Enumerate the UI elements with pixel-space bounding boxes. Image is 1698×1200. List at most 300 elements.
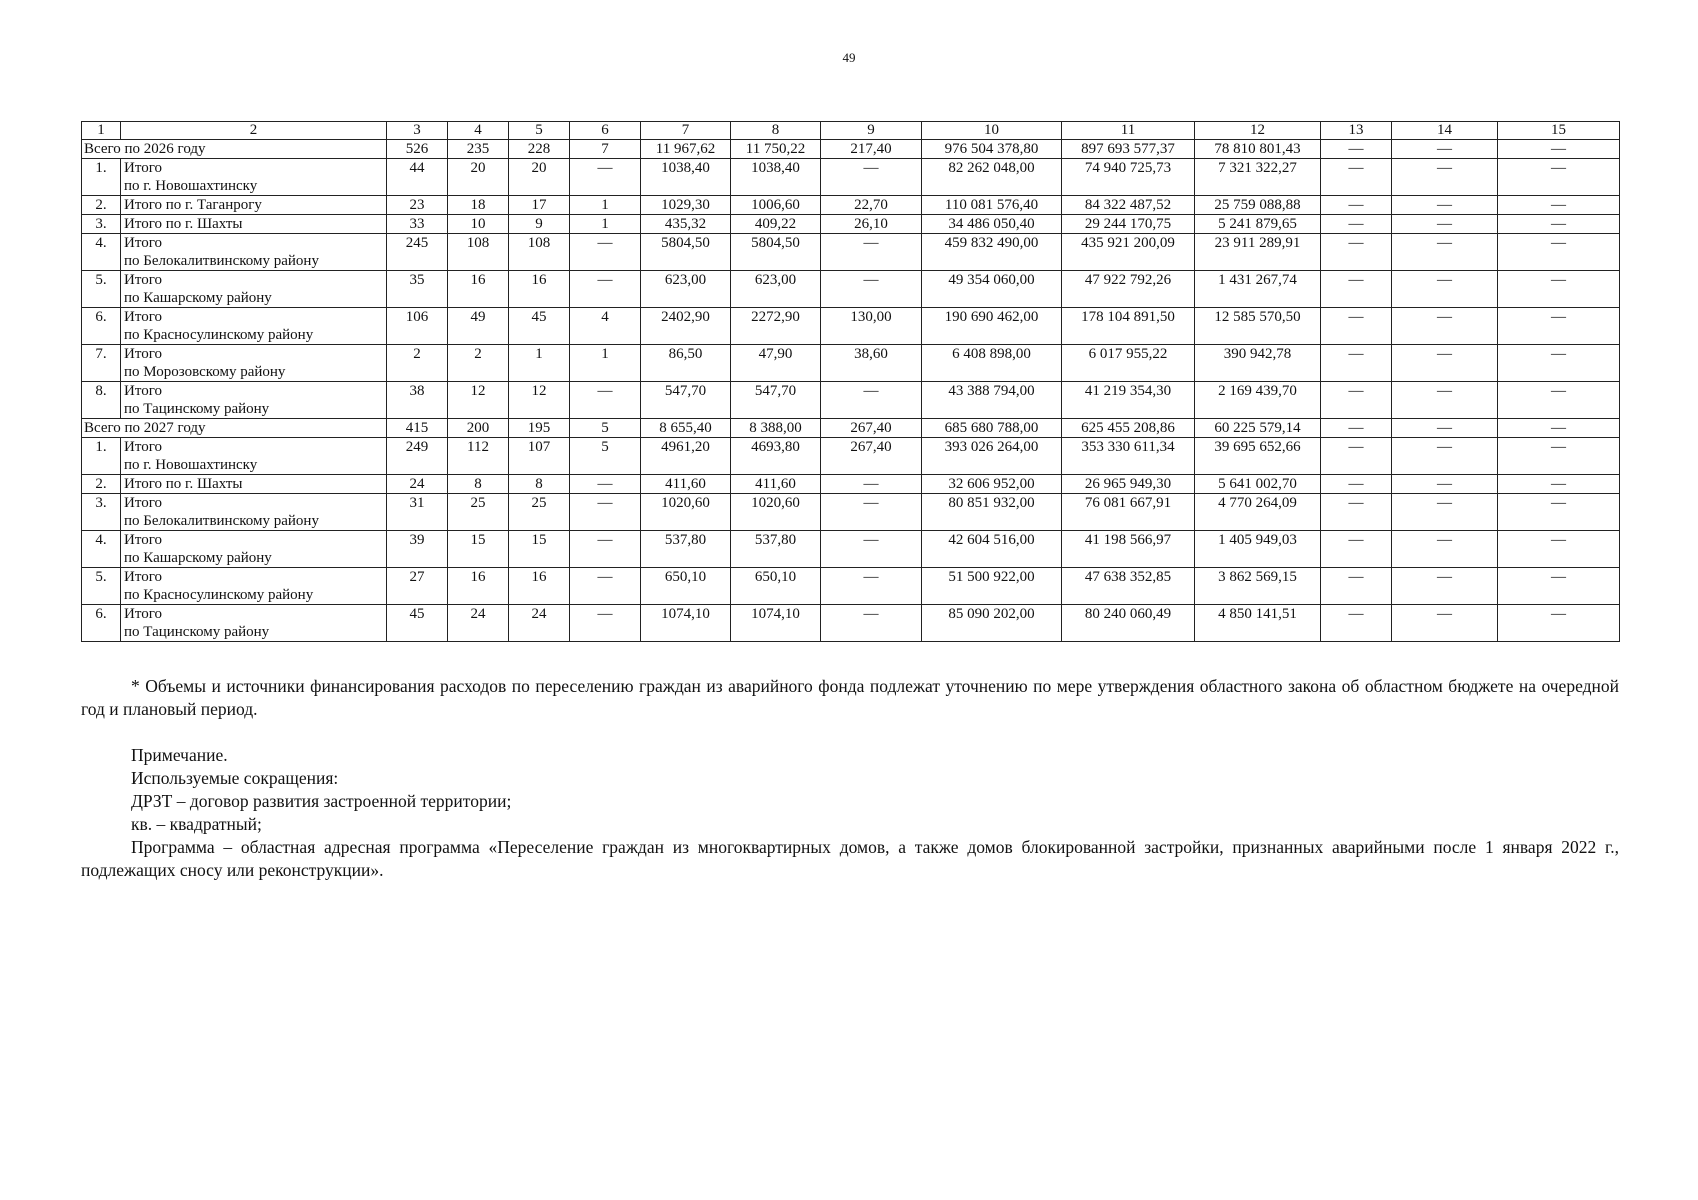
table-cell: 5804,50: [731, 234, 821, 271]
abbreviation-program: Программа – областная адресная программа «Переселение граждан из многоквартирных домов, а также домов блокированной застройки, признанных аварийными после 1 января 2022 г., подлежащих сносу или реконструкции».: [81, 837, 1619, 880]
table-cell: —: [570, 605, 641, 642]
table-cell: 74 940 725,73: [1062, 159, 1195, 196]
column-header: 15: [1498, 122, 1620, 140]
table-cell: —: [1392, 382, 1498, 419]
municipality-name-line: Итого: [124, 495, 162, 511]
table-cell: 526: [387, 140, 448, 159]
table-cell: 16: [509, 568, 570, 605]
table-cell: 5 641 002,70: [1195, 475, 1321, 494]
row-number: 8.: [82, 382, 121, 419]
table-cell: 32 606 952,00: [922, 475, 1062, 494]
table-cell: 4961,20: [641, 438, 731, 475]
table-cell: 4 770 264,09: [1195, 494, 1321, 531]
municipality-name-line: Итого: [124, 309, 162, 325]
municipality-name: [121, 215, 387, 234]
table-cell: —: [1321, 475, 1392, 494]
table-cell: 2: [387, 345, 448, 382]
table-body: [82, 140, 1620, 642]
table-cell: 650,10: [731, 568, 821, 605]
table-cell: —: [1321, 271, 1392, 308]
column-header: 6: [570, 122, 641, 140]
table-cell: —: [1498, 159, 1620, 196]
table-cell: —: [1392, 568, 1498, 605]
table-cell: 84 322 487,52: [1062, 196, 1195, 215]
row-number: 5.: [82, 568, 121, 605]
footnote-text: * Объемы и источники финансирования расходов по переселению граждан из аварийного фонда подлежат уточнению по мере утверждения областного закона об областном бюджете на очередной год и плановый период.: [81, 676, 1619, 719]
abbreviation-kv: кв. – квадратный;: [131, 814, 262, 834]
table-cell: 267,40: [821, 419, 922, 438]
table-cell: 8: [448, 475, 509, 494]
table-cell: 623,00: [641, 271, 731, 308]
table-cell: 897 693 577,37: [1062, 140, 1195, 159]
table-cell: —: [1321, 605, 1392, 642]
table-cell: 1 431 267,74: [1195, 271, 1321, 308]
table-cell: 47 638 352,85: [1062, 568, 1195, 605]
table-cell: 2: [448, 345, 509, 382]
table-cell: —: [1498, 494, 1620, 531]
municipality-name-line: по Тацинскому району: [124, 624, 270, 640]
table-row: [82, 605, 1620, 642]
table-cell: —: [570, 531, 641, 568]
municipality-name: [121, 234, 387, 271]
table-cell: 245: [387, 234, 448, 271]
column-header: 11: [1062, 122, 1195, 140]
municipality-name-line: по Морозовскому району: [124, 364, 286, 380]
table-cell: 15: [448, 531, 509, 568]
municipality-name-line: Итого: [124, 272, 162, 288]
table-cell: —: [1321, 568, 1392, 605]
table-cell: —: [1498, 531, 1620, 568]
table-cell: 108: [448, 234, 509, 271]
table-cell: 8 388,00: [731, 419, 821, 438]
table-cell: 1: [570, 345, 641, 382]
row-number: 3.: [82, 215, 121, 234]
table-row: [82, 531, 1620, 568]
municipality-name: [121, 494, 387, 531]
table-cell: 16: [448, 568, 509, 605]
row-number: 2.: [82, 196, 121, 215]
table-cell: 393 026 264,00: [922, 438, 1062, 475]
municipality-name: [121, 568, 387, 605]
year-total-label: Всего по 2027 году: [82, 419, 387, 438]
table-cell: —: [1498, 438, 1620, 475]
table-cell: 235: [448, 140, 509, 159]
table-cell: —: [1392, 475, 1498, 494]
table-cell: 4: [570, 308, 641, 345]
municipality-name-line: Итого по г. Шахты: [124, 216, 243, 232]
column-header: 5: [509, 122, 570, 140]
table-cell: 25 759 088,88: [1195, 196, 1321, 215]
municipality-name: [121, 159, 387, 196]
table-cell: 39: [387, 531, 448, 568]
table-cell: 7 321 322,27: [1195, 159, 1321, 196]
notes-section: [81, 744, 1619, 882]
municipality-name-line: по Белокалитвинскому району: [124, 513, 319, 529]
table-cell: 190 690 462,00: [922, 308, 1062, 345]
row-number: 7.: [82, 345, 121, 382]
table-cell: 45: [387, 605, 448, 642]
table-cell: 108: [509, 234, 570, 271]
municipality-name: [121, 475, 387, 494]
table-cell: —: [570, 494, 641, 531]
table-cell: 31: [387, 494, 448, 531]
abbreviation-drzt: ДРЗТ – договор развития застроенной территории;: [131, 791, 512, 811]
table-cell: —: [1498, 345, 1620, 382]
table-cell: —: [1392, 159, 1498, 196]
housing-resettlement-table: [81, 121, 1620, 642]
table-cell: 22,70: [821, 196, 922, 215]
table-cell: 411,60: [641, 475, 731, 494]
table-cell: —: [1498, 308, 1620, 345]
municipality-name-line: Итого: [124, 383, 162, 399]
table-cell: 24: [448, 605, 509, 642]
table-cell: 41 219 354,30: [1062, 382, 1195, 419]
municipality-name-line: Итого: [124, 606, 162, 622]
table-cell: 112: [448, 438, 509, 475]
municipality-name-line: Итого: [124, 439, 162, 455]
municipality-name-line: Итого: [124, 235, 162, 251]
table-cell: 411,60: [731, 475, 821, 494]
column-header: 8: [731, 122, 821, 140]
table-cell: —: [1392, 605, 1498, 642]
table-cell: 42 604 516,00: [922, 531, 1062, 568]
table-cell: 537,80: [731, 531, 821, 568]
table-cell: 10: [448, 215, 509, 234]
year-total-row: [82, 419, 1620, 438]
municipality-name-line: по г. Новошахтинску: [124, 178, 258, 194]
table-cell: —: [821, 605, 922, 642]
column-header: 10: [922, 122, 1062, 140]
table-cell: —: [1321, 140, 1392, 159]
table-cell: —: [570, 568, 641, 605]
table-cell: —: [1321, 531, 1392, 568]
table-cell: —: [1392, 196, 1498, 215]
table-cell: 15: [509, 531, 570, 568]
table-cell: 11 750,22: [731, 140, 821, 159]
table-cell: 4 850 141,51: [1195, 605, 1321, 642]
table-cell: 26 965 949,30: [1062, 475, 1195, 494]
table-row: [82, 494, 1620, 531]
municipality-name-line: Итого: [124, 532, 162, 548]
municipality-name-line: по Кашарскому району: [124, 550, 272, 566]
table-cell: 5804,50: [641, 234, 731, 271]
table-cell: 41 198 566,97: [1062, 531, 1195, 568]
table-cell: 1038,40: [731, 159, 821, 196]
table-cell: 107: [509, 438, 570, 475]
table-cell: —: [1321, 419, 1392, 438]
table-cell: —: [1498, 568, 1620, 605]
table-cell: —: [821, 475, 922, 494]
table-cell: 49: [448, 308, 509, 345]
table-cell: 195: [509, 419, 570, 438]
table-cell: —: [1392, 494, 1498, 531]
table-cell: —: [1392, 234, 1498, 271]
table-cell: 33: [387, 215, 448, 234]
table-cell: 16: [509, 271, 570, 308]
municipality-name-line: по г. Новошахтинску: [124, 457, 258, 473]
table-cell: —: [570, 271, 641, 308]
table-row: [82, 271, 1620, 308]
table-cell: —: [821, 494, 922, 531]
row-number: 1.: [82, 438, 121, 475]
table-cell: 547,70: [641, 382, 731, 419]
table-cell: 267,40: [821, 438, 922, 475]
table-row: [82, 196, 1620, 215]
table-cell: 1: [570, 196, 641, 215]
table-cell: —: [1498, 196, 1620, 215]
table-row: [82, 159, 1620, 196]
table-cell: 1020,60: [731, 494, 821, 531]
table-cell: —: [821, 568, 922, 605]
table-cell: —: [1498, 234, 1620, 271]
table-cell: —: [1321, 234, 1392, 271]
table-cell: 353 330 611,34: [1062, 438, 1195, 475]
table-cell: 23 911 289,91: [1195, 234, 1321, 271]
table-cell: —: [1392, 419, 1498, 438]
table-cell: 44: [387, 159, 448, 196]
table-cell: —: [1321, 215, 1392, 234]
table-cell: 3 862 569,15: [1195, 568, 1321, 605]
table-cell: 47 922 792,26: [1062, 271, 1195, 308]
table-cell: —: [1392, 140, 1498, 159]
table-cell: 20: [509, 159, 570, 196]
table-cell: 12: [509, 382, 570, 419]
table-cell: —: [1498, 475, 1620, 494]
row-number: 6.: [82, 605, 121, 642]
table-cell: 39 695 652,66: [1195, 438, 1321, 475]
table-cell: —: [1321, 159, 1392, 196]
table-cell: 34 486 050,40: [922, 215, 1062, 234]
table-cell: 26,10: [821, 215, 922, 234]
column-header: 14: [1392, 122, 1498, 140]
table-cell: —: [821, 159, 922, 196]
table-cell: 2 169 439,70: [1195, 382, 1321, 419]
table-cell: 78 810 801,43: [1195, 140, 1321, 159]
table-cell: 976 504 378,80: [922, 140, 1062, 159]
table-cell: 5 241 879,65: [1195, 215, 1321, 234]
municipality-name-line: по Красносулинскому району: [124, 327, 314, 343]
table-cell: 82 262 048,00: [922, 159, 1062, 196]
table-row: [82, 215, 1620, 234]
table-cell: —: [1392, 271, 1498, 308]
table-cell: 537,80: [641, 531, 731, 568]
table-cell: —: [1392, 308, 1498, 345]
table-cell: 23: [387, 196, 448, 215]
municipality-name: [121, 531, 387, 568]
table-cell: 2402,90: [641, 308, 731, 345]
table-cell: —: [1498, 140, 1620, 159]
notes-title: Примечание.: [131, 745, 228, 765]
municipality-name-line: Итого: [124, 160, 162, 176]
municipality-name: [121, 271, 387, 308]
table-cell: 11 967,62: [641, 140, 731, 159]
table-cell: 85 090 202,00: [922, 605, 1062, 642]
municipality-name-line: Итого по г. Шахты: [124, 476, 243, 492]
municipality-name-line: Итого по г. Таганрогу: [124, 197, 262, 213]
table-cell: 6 408 898,00: [922, 345, 1062, 382]
table-cell: 1: [570, 215, 641, 234]
table-cell: 650,10: [641, 568, 731, 605]
table-row: [82, 382, 1620, 419]
table-cell: 5: [570, 419, 641, 438]
table-cell: 1: [509, 345, 570, 382]
table-cell: —: [1321, 438, 1392, 475]
table-cell: 459 832 490,00: [922, 234, 1062, 271]
table-cell: 43 388 794,00: [922, 382, 1062, 419]
table-cell: 178 104 891,50: [1062, 308, 1195, 345]
table-cell: —: [570, 475, 641, 494]
table-cell: 547,70: [731, 382, 821, 419]
financing-footnote: [81, 675, 1619, 721]
table-row: [82, 568, 1620, 605]
table-cell: —: [821, 531, 922, 568]
table-cell: 1038,40: [641, 159, 731, 196]
table-cell: —: [570, 382, 641, 419]
table-cell: 409,22: [731, 215, 821, 234]
table-cell: 390 942,78: [1195, 345, 1321, 382]
municipality-name-line: по Белокалитвинскому району: [124, 253, 319, 269]
table-cell: —: [1321, 494, 1392, 531]
table-row: [82, 345, 1620, 382]
row-number: 2.: [82, 475, 121, 494]
table-cell: 49 354 060,00: [922, 271, 1062, 308]
table-cell: 249: [387, 438, 448, 475]
table-cell: 1 405 949,03: [1195, 531, 1321, 568]
table-cell: 625 455 208,86: [1062, 419, 1195, 438]
table-cell: —: [821, 271, 922, 308]
table-cell: 25: [509, 494, 570, 531]
table-cell: —: [821, 382, 922, 419]
table-cell: —: [1321, 196, 1392, 215]
table-cell: —: [1498, 271, 1620, 308]
table-cell: 5: [570, 438, 641, 475]
table-row: [82, 234, 1620, 271]
table-cell: —: [1392, 531, 1498, 568]
column-header: 3: [387, 122, 448, 140]
table-cell: 24: [387, 475, 448, 494]
table-cell: 1029,30: [641, 196, 731, 215]
year-total-row: [82, 140, 1620, 159]
table-cell: 24: [509, 605, 570, 642]
table-cell: 20: [448, 159, 509, 196]
table-cell: 86,50: [641, 345, 731, 382]
municipality-name-line: Итого: [124, 346, 162, 362]
column-header: 1: [82, 122, 121, 140]
notes-subtitle: Используемые сокращения:: [131, 768, 339, 788]
table-cell: 8: [509, 475, 570, 494]
row-number: 4.: [82, 234, 121, 271]
table-row: [82, 438, 1620, 475]
table-cell: 200: [448, 419, 509, 438]
column-header: 2: [121, 122, 387, 140]
table-cell: 76 081 667,91: [1062, 494, 1195, 531]
table-cell: 217,40: [821, 140, 922, 159]
table-cell: 16: [448, 271, 509, 308]
table-cell: 80 240 060,49: [1062, 605, 1195, 642]
table-cell: 1020,60: [641, 494, 731, 531]
table-cell: 130,00: [821, 308, 922, 345]
table-cell: —: [570, 159, 641, 196]
table-cell: —: [1498, 605, 1620, 642]
column-header: 13: [1321, 122, 1392, 140]
table-cell: 18: [448, 196, 509, 215]
table-cell: 51 500 922,00: [922, 568, 1062, 605]
table-cell: 1006,60: [731, 196, 821, 215]
table-cell: —: [821, 234, 922, 271]
column-number-row: [82, 122, 1620, 140]
year-total-label: Всего по 2026 году: [82, 140, 387, 159]
column-header: 12: [1195, 122, 1321, 140]
column-header: 7: [641, 122, 731, 140]
table-cell: 35: [387, 271, 448, 308]
row-number: 5.: [82, 271, 121, 308]
table-cell: 4693,80: [731, 438, 821, 475]
table-cell: 12: [448, 382, 509, 419]
table-cell: —: [1321, 382, 1392, 419]
table-cell: —: [1321, 345, 1392, 382]
row-number: 6.: [82, 308, 121, 345]
table-cell: 2272,90: [731, 308, 821, 345]
table-cell: 228: [509, 140, 570, 159]
table-cell: 12 585 570,50: [1195, 308, 1321, 345]
table-cell: 7: [570, 140, 641, 159]
page-number: 49: [842, 50, 856, 65]
table-cell: —: [1392, 345, 1498, 382]
table-cell: 435 921 200,09: [1062, 234, 1195, 271]
table-cell: 47,90: [731, 345, 821, 382]
table-cell: 623,00: [731, 271, 821, 308]
municipality-name: [121, 345, 387, 382]
table-cell: —: [1392, 215, 1498, 234]
municipality-name: [121, 382, 387, 419]
table-cell: 9: [509, 215, 570, 234]
column-header: 9: [821, 122, 922, 140]
row-number: 1.: [82, 159, 121, 196]
table-cell: 110 081 576,40: [922, 196, 1062, 215]
table-cell: 25: [448, 494, 509, 531]
table-cell: 80 851 932,00: [922, 494, 1062, 531]
table-cell: 685 680 788,00: [922, 419, 1062, 438]
table-cell: 435,32: [641, 215, 731, 234]
column-header: 4: [448, 122, 509, 140]
table-header: [82, 122, 1620, 140]
table-cell: 1074,10: [731, 605, 821, 642]
table-cell: 6 017 955,22: [1062, 345, 1195, 382]
municipality-name-line: по Красносулинскому району: [124, 587, 314, 603]
table-cell: —: [1498, 382, 1620, 419]
table-cell: 8 655,40: [641, 419, 731, 438]
municipality-name-line: Итого: [124, 569, 162, 585]
table-cell: 1074,10: [641, 605, 731, 642]
table-row: [82, 475, 1620, 494]
row-number: 3.: [82, 494, 121, 531]
table-cell: 38: [387, 382, 448, 419]
table-cell: 27: [387, 568, 448, 605]
municipality-name-line: по Кашарскому району: [124, 290, 272, 306]
table-cell: 38,60: [821, 345, 922, 382]
table-cell: 17: [509, 196, 570, 215]
table-cell: 29 244 170,75: [1062, 215, 1195, 234]
table-cell: 60 225 579,14: [1195, 419, 1321, 438]
table-cell: —: [1498, 419, 1620, 438]
table-cell: —: [570, 234, 641, 271]
table-cell: 415: [387, 419, 448, 438]
table-cell: —: [1392, 438, 1498, 475]
table-cell: 45: [509, 308, 570, 345]
municipality-name: [121, 605, 387, 642]
table-cell: —: [1321, 308, 1392, 345]
municipality-name-line: по Тацинскому району: [124, 401, 270, 417]
